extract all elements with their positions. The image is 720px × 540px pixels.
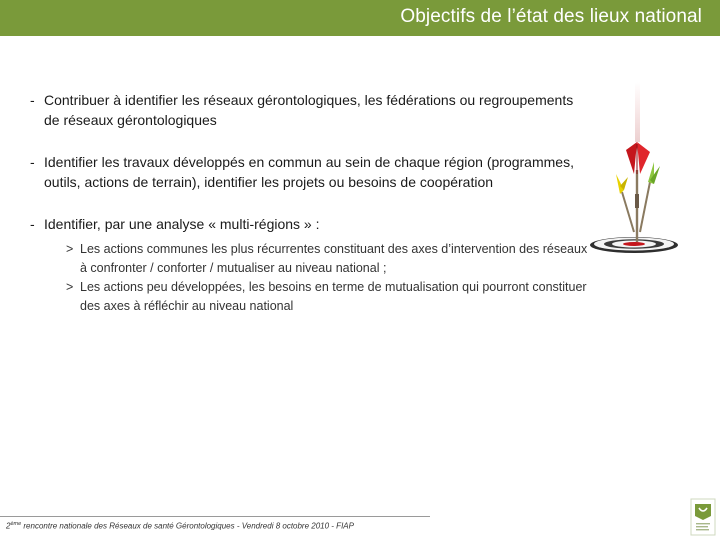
target-icon [590,237,678,253]
sub-list [66,240,590,316]
darts-target-illustration [578,82,696,262]
organization-logo-icon [690,498,716,536]
footer-text [6,521,354,531]
page-title: Objectifs de l’état des lieux national [400,6,702,27]
bullet-marker: - [30,216,35,232]
bullet-marker: - [30,154,35,170]
bullet-item [30,214,590,316]
bullet-text: Contribuer à identifier les réseaux gérontologiques, les fédérations ou regroupements de réseaux gérontologiques [44,92,574,128]
bullet-marker: - [30,92,35,108]
bullet-text: Identifier, par une analyse « multi-régions » : [44,216,320,232]
yellow-dart-icon [616,174,634,232]
sub-marker: > [66,280,74,294]
bullet-item [30,90,590,130]
sub-text: Les actions communes les plus récurrentes constituant des axes d’intervention des réseaux à confronter / conforter / mutualiser au niveau national ; [80,242,588,275]
sub-marker: > [66,242,74,256]
green-dart-icon [640,162,660,232]
footer-divider [0,516,430,517]
title-bar [0,0,720,36]
objectives-list [30,90,590,338]
footer-caption: rencontre nationale des Réseaux de santé Gérontologiques - Vendredi 8 octobre 2010 - FIAP [21,521,354,531]
sub-item [66,240,590,278]
bullet-item [30,152,590,192]
red-dart-icon [626,142,650,242]
bullet-text: Identifier les travaux développés en commun au sein de chaque région (programmes, outils, actions de terrain), identifier les projets ou besoins de coopération [44,154,574,190]
sub-item [66,278,590,316]
footer-ordinal: 2 [6,521,11,531]
footer-ordinal-suffix: ème [10,521,22,527]
sub-text: Les actions peu développées, les besoins en terme de mutualisation qui pourront constituer des axes à réfléchir au niveau national [80,280,587,313]
